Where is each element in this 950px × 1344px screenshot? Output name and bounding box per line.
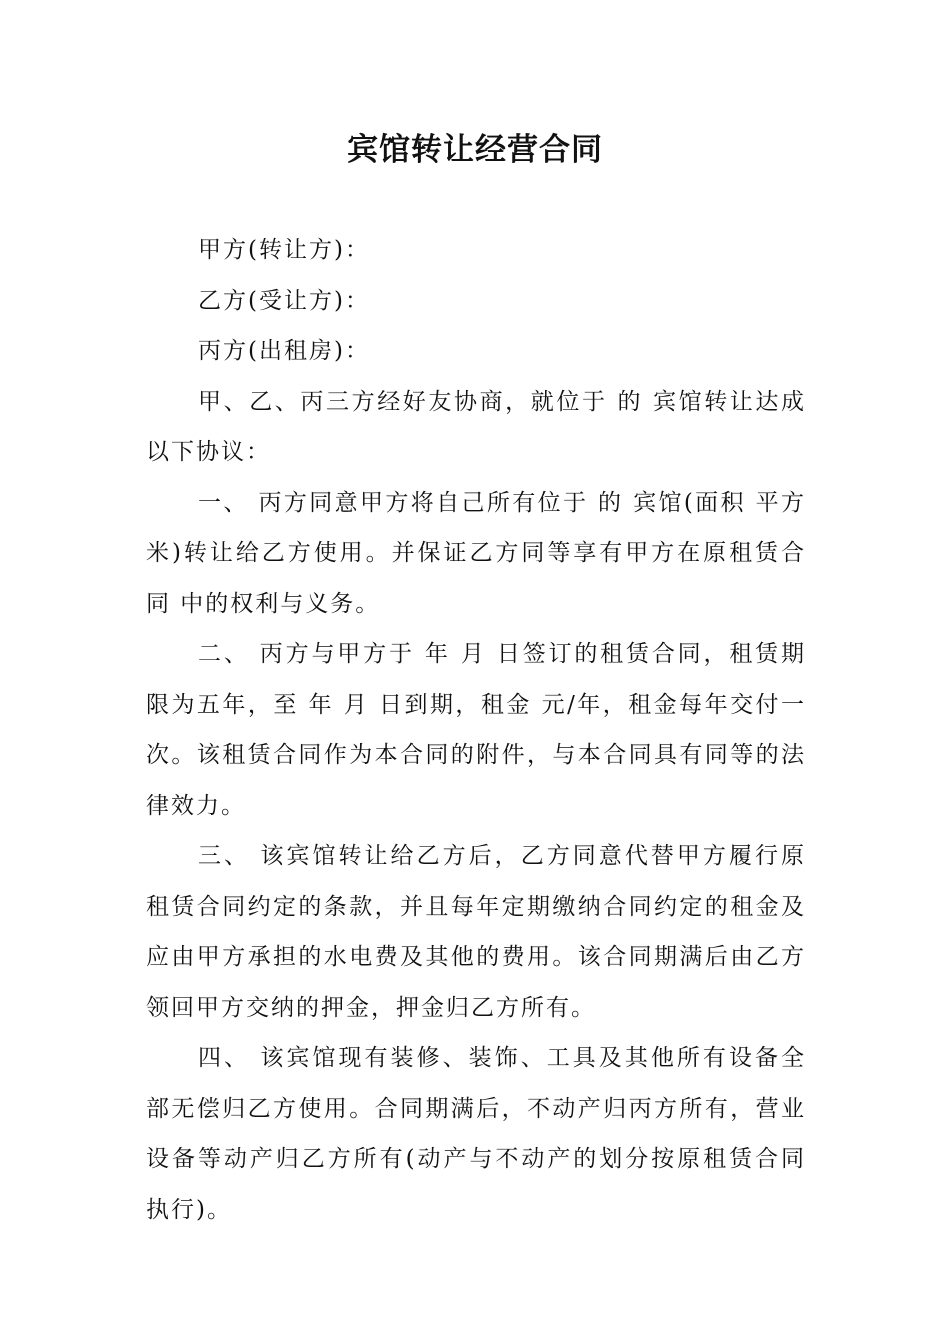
party-a-line: 甲方(转让方)：: [198, 237, 370, 263]
party-b-line: 乙方(受让方)：: [198, 287, 370, 314]
document-title: 宾馆转让经营合同: [347, 132, 603, 168]
intro-paragraph: 甲、乙、丙三方经好友协商，就位于 的 宾馆转让达成以下协议：: [146, 388, 806, 465]
clause-1: 一、 丙方同意甲方将自己所有位于 的 宾馆(面积 平方米)转让给乙方使用。并保证乙方同等享有甲方在原租赁合同 中的权利与义务。: [146, 489, 806, 617]
clause-3: 三、 该宾馆转让给乙方后，乙方同意代替甲方履行原租赁合同约定的条款，并且每年定期缴纳合同约定的租金及应由甲方承担的水电费及其他的费用。该合同期满后由乙方领回甲方交纳的押金，押金归乙方所有。: [146, 843, 806, 1021]
document-body: [146, 225, 806, 1235]
party-c-line: 丙方(出租房)：: [198, 338, 370, 364]
clause-2: 二、 丙方与甲方于 年 月 日签订的租赁合同，租赁期限为五年，至 年 月 日到期，租金 元/年，租金每年交付一次。该租赁合同作为本合同的附件，与本合同具有同等的法律效力。: [146, 641, 806, 819]
clause-4: 四、 该宾馆现有装修、装饰、工具及其他所有设备全部无偿归乙方使用。合同期满后，不动产归丙方所有，营业设备等动产归乙方所有(动产与不动产的划分按原租赁合同执行)。: [146, 1045, 806, 1223]
